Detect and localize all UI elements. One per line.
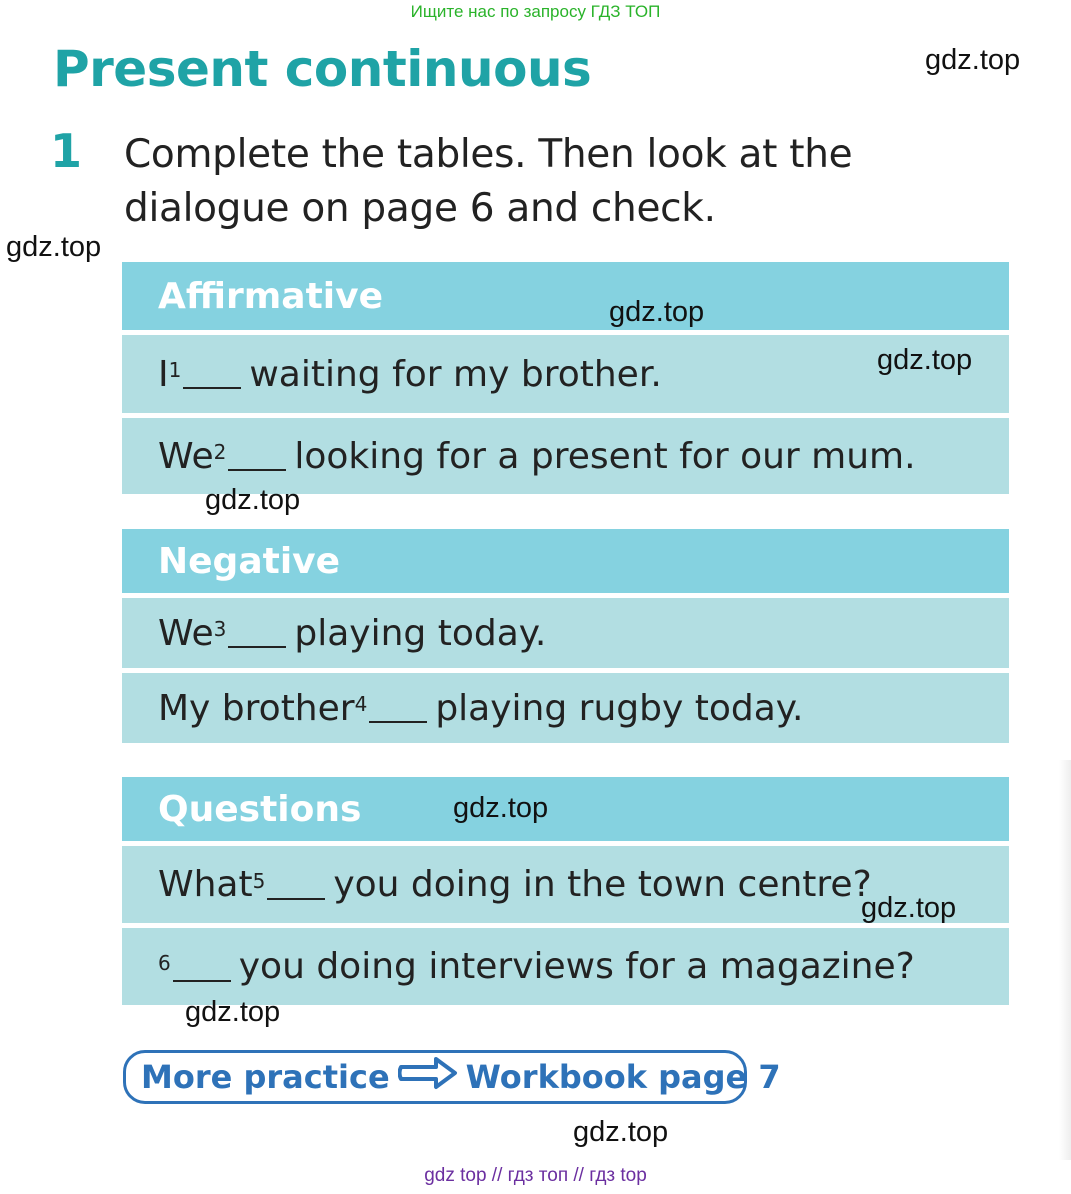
row-text-before: We (158, 435, 214, 477)
row-text-after: playing today. (294, 612, 547, 654)
watermark: gdz.top (925, 44, 1021, 76)
watermark: gdz.top (861, 892, 957, 924)
questions-header: Questions (122, 777, 1009, 841)
watermark: gdz.top (205, 484, 301, 516)
row-text-after: looking for a present for our mum. (294, 435, 916, 477)
row-text-before: My brother (158, 687, 355, 729)
negative-row-2 (122, 673, 1009, 743)
questions-table (122, 777, 1009, 1005)
blank-number: 3 (213, 617, 227, 641)
answer-blank[interactable] (228, 618, 286, 648)
watermark: gdz.top (6, 231, 102, 263)
negative-header: Negative (122, 529, 1009, 593)
blank-number: 5 (252, 868, 266, 893)
negative-row-1 (122, 598, 1009, 668)
row-text-after: you doing in the town centre? (333, 864, 872, 905)
answer-blank[interactable] (267, 870, 325, 900)
watermark: gdz.top (877, 344, 973, 376)
page-edge-shadow (1059, 760, 1071, 1160)
affirmative-table (122, 262, 1009, 494)
arrow-right-icon (398, 1056, 458, 1098)
answer-blank[interactable] (183, 359, 241, 389)
more-practice-label: More practice (141, 1058, 390, 1096)
top-banner-link[interactable]: Ищите нас по запросу ГДЗ ТОП (410, 2, 661, 21)
blank-number: 4 (354, 692, 368, 716)
watermark: gdz.top (609, 296, 705, 328)
row-text-before: What (158, 864, 253, 905)
exercise-number: 1 (50, 124, 83, 178)
blank-number: 1 (168, 358, 182, 382)
negative-table (122, 529, 1009, 743)
affirmative-row-2 (122, 418, 1009, 494)
exercise-instruction: Complete the tables. Then look at the dialogue on page 6 and check. (124, 132, 853, 231)
row-text-after: waiting for my brother. (249, 353, 662, 395)
affirmative-row-1 (122, 335, 1009, 413)
row-text-after: you doing interviews for a magazine? (238, 946, 915, 987)
answer-blank[interactable] (173, 952, 231, 982)
watermark: gdz.top (453, 792, 549, 824)
affirmative-header: Affirmative (122, 262, 1009, 330)
questions-row-2 (122, 928, 1009, 1005)
footer-links[interactable]: gdz top // гдз топ // гдз top (424, 1165, 647, 1186)
blank-number: 6 (158, 950, 171, 975)
page-title: Present continuous (53, 40, 592, 98)
more-practice-link[interactable] (123, 1050, 781, 1104)
workbook-reference: Workbook page 7 (465, 1058, 781, 1096)
answer-blank[interactable] (369, 693, 427, 723)
blank-number: 2 (213, 440, 227, 464)
watermark: gdz.top (185, 996, 281, 1028)
row-text-before: We (158, 612, 214, 654)
watermark: gdz.top (573, 1116, 669, 1148)
row-text-before: I (158, 353, 169, 395)
row-text-after: playing rugby today. (435, 687, 804, 729)
answer-blank[interactable] (228, 441, 286, 471)
